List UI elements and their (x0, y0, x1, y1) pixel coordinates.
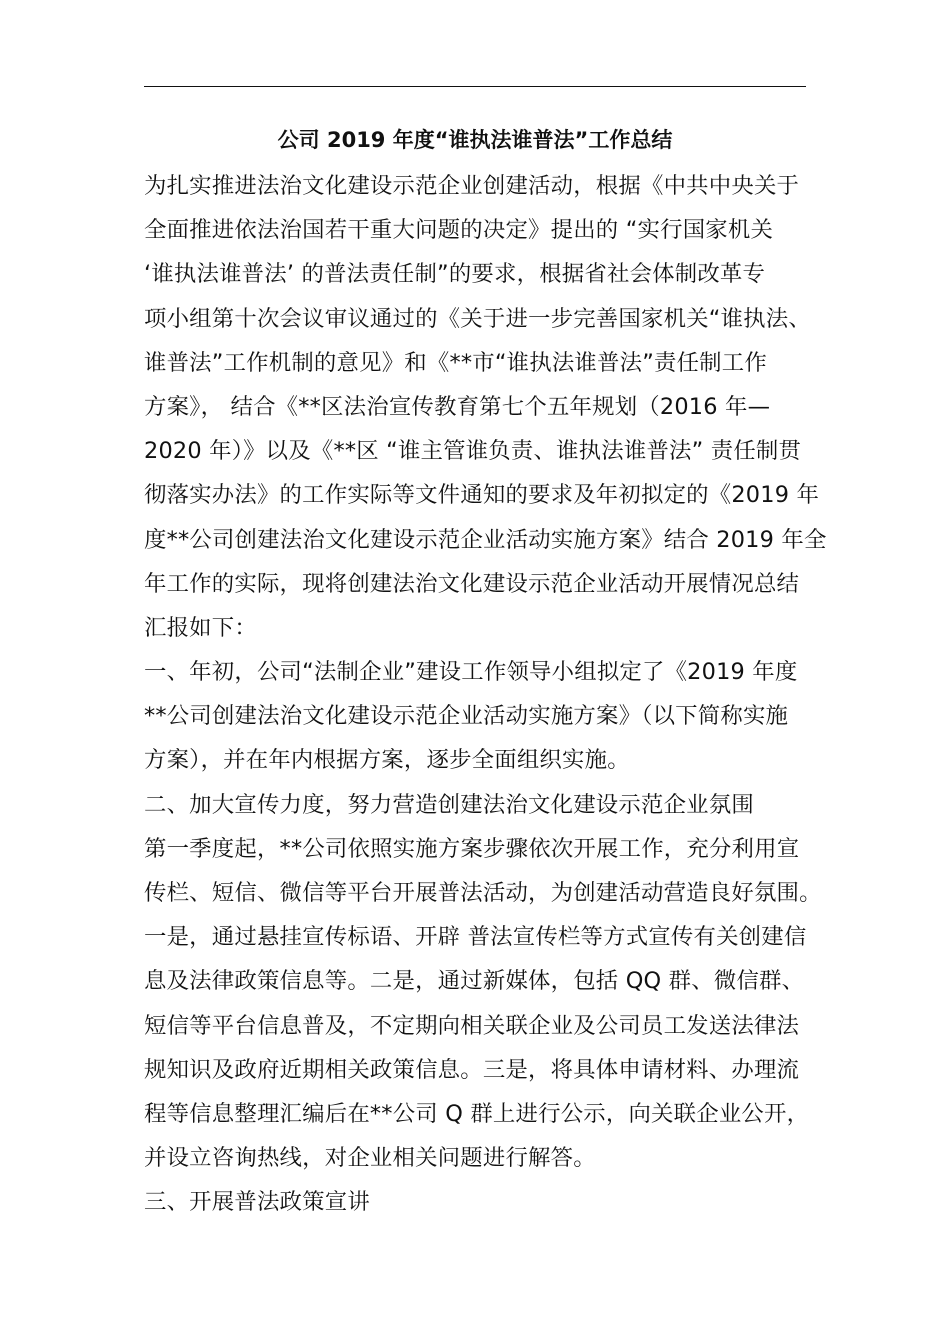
body-line: 程等信息整理汇编后在**公司 Q 群上进行公示，向关联企业公开， (144, 1100, 810, 1127)
body-line: 息及法律政策信息等。二是，通过新媒体，包括 QQ 群、微信群、 (144, 968, 805, 995)
body-line: 2020 年）》以及《**区 “谁主管谁负责、谁执法谁普法” 责任制贯 (144, 438, 802, 465)
body-line: 汇报如下： (144, 614, 257, 641)
body-line: 并设立咨询热线，对企业相关问题进行解答。 (144, 1145, 596, 1172)
body-line: ‘谁执法谁普法’ 的普法责任制”的要求，根据省社会体制改革专 (144, 261, 766, 288)
body-line: 项小组第十次会议审议通过的《关于进一步完善国家机关“谁执法、 (144, 305, 811, 332)
document-body (144, 164, 827, 1225)
body-line: 一是，通过悬挂宣传标语、开辟 普法宣传栏等方式宣传有关创建信 (144, 924, 807, 951)
section-heading: 一、年初，公司“法制企业”建设工作领导小组拟定了《2019 年度 (144, 659, 798, 686)
body-line: 度**公司创建法治文化建设示范企业活动实施方案》结合 2019 年全 (144, 526, 827, 553)
section-heading: 二、加大宣传力度，努力营造创建法治文化建设示范企业氛围 (144, 791, 754, 818)
body-line: 方案），并在年内根据方案，逐步全面组织实施。 (144, 747, 630, 774)
body-line: 第一季度起，**公司依照实施方案步骤依次开展工作，充分利用宣 (144, 835, 800, 862)
body-line: 全面推进依法治国若干重大问题的决定》提出的 “实行国家机关 (144, 217, 774, 244)
body-line: 传栏、短信、微信等平台开展普法活动，为创建活动营造良好氛围。 (144, 880, 822, 906)
header-rule (144, 86, 806, 87)
document-title: 公司 2019 年度“谁执法谁普法”工作总结 (277, 128, 673, 152)
body-line: 规知识及政府近期相关政策信息。三是，将具体申请材料、办理流 (144, 1056, 800, 1083)
body-line: 谁普法”工作机制的意见》和《**市“谁执法谁普法”责任制工作 (144, 349, 767, 376)
body-line: 短信等平台信息普及，不定期向相关联企业及公司员工发送法律法 (144, 1012, 800, 1039)
body-line: 彻落实办法》的工作实际等文件通知的要求及年初拟定的《2019 年 (144, 482, 820, 509)
body-line: **公司创建法治文化建设示范企业活动实施方案》（以下简称实施 (144, 703, 789, 730)
body-line: 方案》， 结合《**区法治宣传教育第七个五年规划（2016 年— (144, 393, 771, 420)
body-line: 为扎实推进法治文化建设示范企业创建活动，根据《中共中央关于 (144, 173, 800, 199)
body-line: 年工作的实际，现将创建法治文化建设示范企业活动开展情况总结 (144, 570, 800, 597)
section-heading: 三、开展普法政策宣讲 (144, 1189, 370, 1216)
